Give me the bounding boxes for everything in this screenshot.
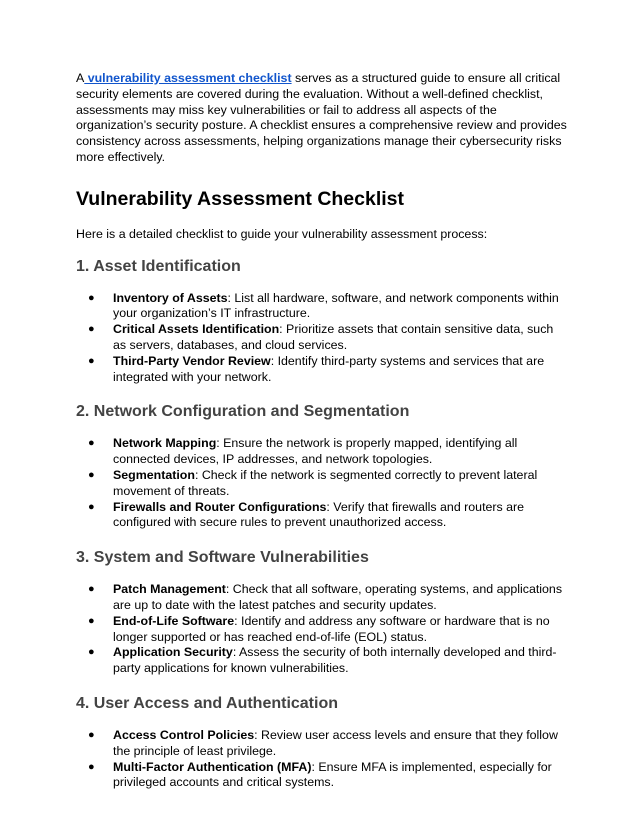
item-description: : Check that all software, operating systems, and applications are up to date with the latest patches and security updates.: [113, 582, 563, 612]
bullet-icon: ●: [88, 728, 95, 741]
item-description: : Identify third-party systems and services that are integrated with your network.: [113, 353, 545, 384]
bullet-icon: ●: [88, 760, 95, 773]
intro-prefix: A: [76, 71, 85, 85]
vulnerability-checklist-link[interactable]: vulnerability assessment checklist: [84, 71, 292, 85]
bullet-icon: ●: [88, 437, 95, 450]
page-title: Vulnerability Assessment Checklist: [76, 187, 405, 210]
item-description: : List all hardware, software, and network components within your organization’s IT infrastructure.: [113, 290, 559, 321]
list-item: [76, 582, 568, 614]
list-item: [76, 614, 568, 646]
item-term: Inventory of Assets: [113, 290, 228, 305]
item-description: : Review user access levels and ensure that they follow the principle of least privilege.: [113, 727, 558, 758]
item-description: : Verify that firewalls and routers are configured with secure rules to prevent unauthorized access.: [113, 499, 525, 530]
bullet-icon: ●: [88, 646, 95, 659]
section-heading-user-access: 4. User Access and Authentication: [76, 694, 338, 712]
bullet-icon: ●: [88, 614, 95, 627]
list-item: [76, 728, 568, 760]
item-description: : Ensure the network is properly mapped, identifying all connected devices, IP addresses, and network topologies.: [113, 436, 518, 467]
lead-paragraph: Here is a detailed checklist to guide your vulnerability assessment process:: [76, 226, 488, 241]
list-item: [76, 760, 568, 792]
item-description: : Check if the network is segmented correctly to prevent lateral movement of threats.: [113, 467, 538, 498]
item-description: : Ensure MFA is implemented, especially for privileged accounts and critical systems.: [113, 759, 552, 790]
bullet-icon: ●: [88, 291, 95, 304]
item-term: Patch Management: [113, 582, 226, 597]
bullet-icon: ●: [88, 583, 95, 596]
section-list-user-access: [76, 728, 568, 791]
item-term: End-of-Life Software: [113, 613, 235, 628]
list-item: [76, 468, 568, 500]
list-item: [76, 354, 568, 386]
intro-paragraph: [76, 71, 568, 166]
list-item: [76, 436, 568, 468]
item-term: Application Security: [113, 645, 233, 660]
list-item: [76, 291, 568, 323]
section-list-asset-identification: [76, 291, 568, 386]
bullet-icon: ●: [88, 468, 95, 481]
bullet-icon: ●: [88, 323, 95, 336]
list-item: [76, 500, 568, 532]
item-term: Multi-Factor Authentication (MFA): [113, 759, 312, 774]
section-list-network-configuration: [76, 436, 568, 531]
item-term: Network Mapping: [113, 436, 217, 451]
item-description: : Prioritize assets that contain sensitive data, such as servers, databases, and cloud services.: [113, 322, 554, 352]
item-term: Critical Assets Identification: [113, 322, 280, 337]
bullet-icon: ●: [88, 354, 95, 367]
section-heading-asset-identification: 1. Asset Identification: [76, 257, 241, 275]
item-description: : Identify and address any software or hardware that is no longer supported or has reached end-of-life (EOL) status.: [113, 613, 550, 644]
item-term: Firewalls and Router Configurations: [113, 499, 327, 514]
item-term: Segmentation: [113, 467, 195, 482]
section-heading-system-software: 3. System and Software Vulnerabilities: [76, 549, 369, 567]
section-heading-network-configuration: 2. Network Configuration and Segmentation: [76, 403, 410, 421]
bullet-icon: ●: [88, 500, 95, 513]
item-description: : Assess the security of both internally developed and third-party applications for known vulnerabilities.: [113, 645, 557, 676]
intro-text: serves as a structured guide to ensure all critical security elements are covered during the evaluation. Without a well-defined checklist, assessments may miss key vulnerabilities or fail to address all aspects of the organization’s security posture. A checklist ensures a comprehensive review and provides consistency across assessments, helping organizations manage their cybersecurity risks more effectively.: [76, 71, 567, 164]
list-item: [76, 645, 568, 677]
section-list-system-software: [76, 582, 568, 677]
item-term: Third-Party Vendor Review: [113, 353, 271, 368]
list-item: [76, 322, 568, 354]
item-term: Access Control Policies: [113, 727, 255, 742]
